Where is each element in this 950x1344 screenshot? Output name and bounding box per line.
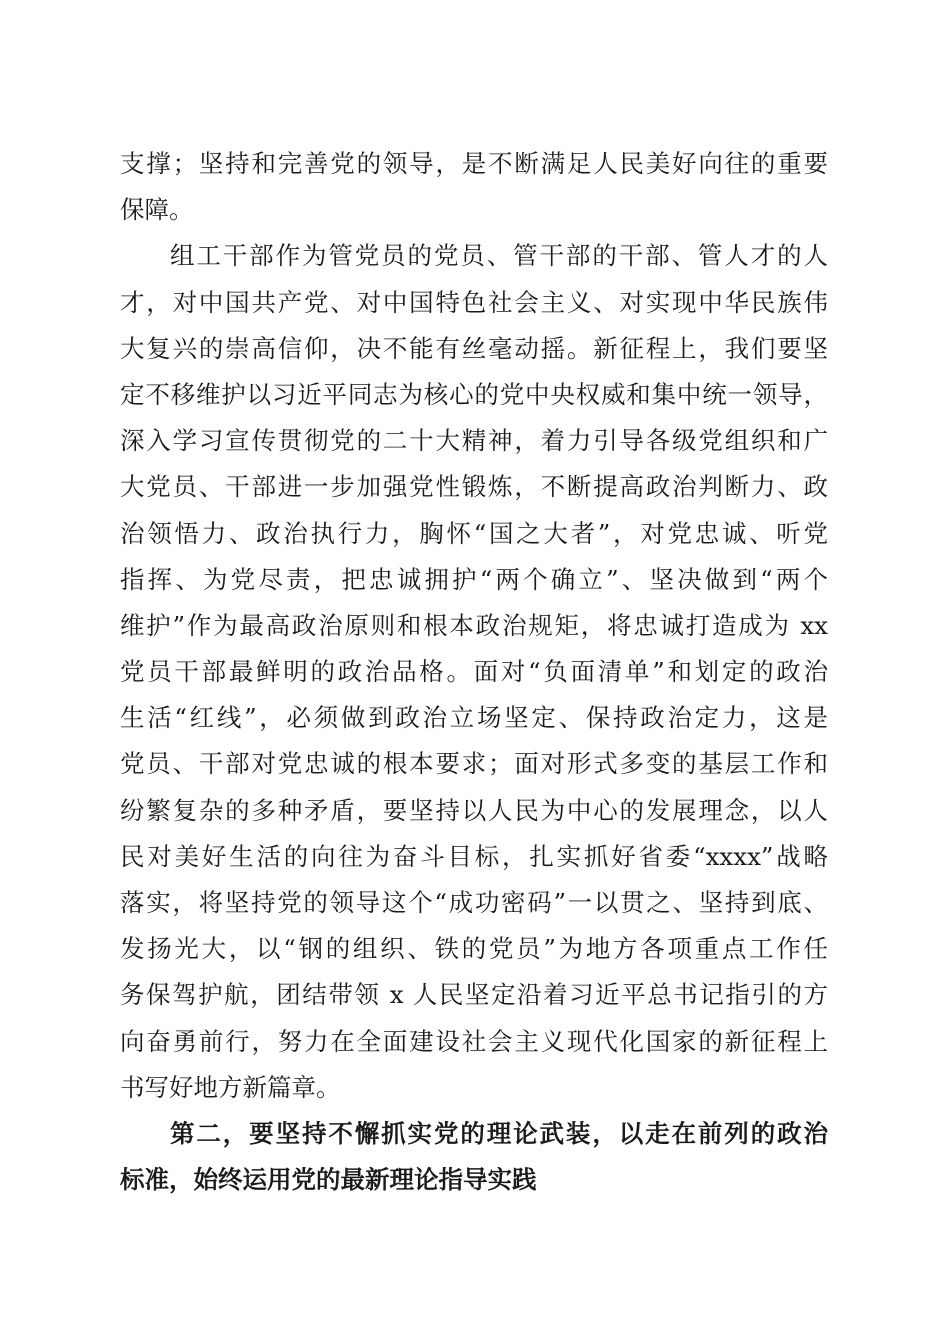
heading-line: 第二，要坚持不懈抓实党的理论武装，以走在前列的政治 — [170, 1118, 828, 1148]
text-line: 党员、干部对党忠诚的根本要求；面对形式多变的基层工作和 — [120, 749, 828, 779]
text-line: 组工干部作为管党员的党员、管干部的干部、管人才的人 — [170, 241, 828, 271]
text-line: 生活“红线”，必须做到政治立场坚定、保持政治定力，这是 — [120, 703, 828, 733]
text-line: 纷繁复杂的多种矛盾，要坚持以人民为中心的发展理念，以人 — [120, 795, 828, 825]
paragraph-continuation — [120, 141, 828, 233]
text-line: 深入学习宣传贯彻党的二十大精神，着力引导各级党组织和广 — [120, 426, 828, 456]
heading-line: 标准，始终运用党的最新理论指导实践 — [120, 1165, 537, 1195]
document-body — [120, 141, 828, 1203]
text-line: 支撑；坚持和完善党的领导，是不断满足人民美好向往的重要 — [120, 149, 828, 178]
text-line: 民对美好生活的向往为奋斗目标，扎实抓好省委“xxxx”战略 — [120, 841, 828, 871]
text-line: 指挥、为党尽责，把忠诚拥护“两个确立”、坚决做到“两个 — [120, 564, 828, 594]
text-line: 维护”作为最高政治原则和根本政治规矩，将忠诚打造成为 xx — [120, 610, 828, 640]
text-line: 定不移维护以习近平同志为核心的党中央权威和集中统一领导， — [120, 379, 828, 409]
text-line: 发扬光大，以“钢的组织、铁的党员”为地方各项重点工作任 — [120, 934, 828, 964]
text-line: 保障。 — [120, 195, 194, 225]
text-line: 大党员、干部进一步加强党性锻炼，不断提高政治判断力、政 — [120, 472, 828, 502]
section-heading-second — [120, 1111, 828, 1203]
text-line: 大复兴的崇高信仰，决不能有丝毫动摇。新征程上，我们要坚 — [120, 333, 828, 363]
text-line: 书写好地方新篇章。 — [120, 1072, 341, 1102]
text-line: 务保驾护航，团结带领 x 人民坚定沿着习近平总书记指引的方 — [120, 980, 828, 1010]
text-line: 才，对中国共产党、对中国特色社会主义、对实现中华民族伟 — [120, 287, 828, 317]
text-line: 治领悟力、政治执行力，胸怀“国之大者”，对党忠诚、听党 — [120, 518, 828, 548]
text-line: 党员干部最鲜明的政治品格。面对“负面清单”和划定的政治 — [120, 657, 828, 687]
text-line: 落实，将坚持党的领导这个“成功密码”一以贯之、坚持到底、 — [120, 888, 828, 917]
text-line: 向奋勇前行，努力在全面建设社会主义现代化国家的新征程上 — [120, 1026, 828, 1056]
paragraph-cadres-loyalty — [120, 233, 828, 1111]
